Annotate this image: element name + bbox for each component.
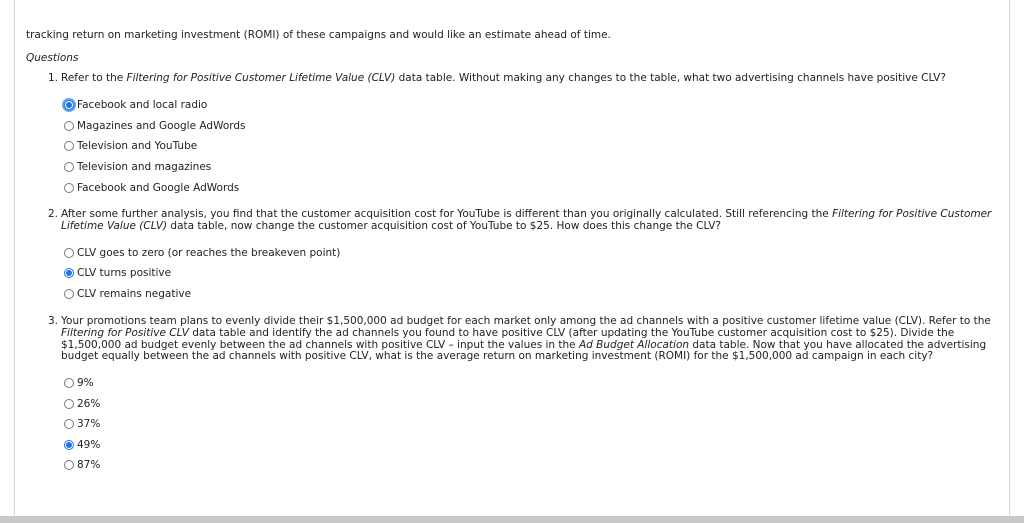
option-radio[interactable] bbox=[64, 119, 246, 133]
radio-icon[interactable] bbox=[64, 378, 74, 388]
option-radio[interactable] bbox=[64, 160, 211, 174]
radio-selected-icon[interactable] bbox=[64, 100, 74, 110]
option-label: Facebook and Google AdWords bbox=[77, 182, 240, 194]
option-label: CLV turns positive bbox=[77, 267, 172, 279]
option-label: 9% bbox=[77, 377, 94, 389]
radio-icon[interactable] bbox=[64, 419, 74, 429]
question-text: Refer to the Filtering for Positive Customer Lifetime Value (CLV) data table. Without making any changes to the table, what two advertising channels have positive CLV? bbox=[61, 72, 946, 84]
option-label: Television and YouTube bbox=[77, 140, 198, 152]
option-radio[interactable] bbox=[64, 181, 239, 195]
option-radio[interactable] bbox=[64, 397, 100, 411]
option-radio[interactable] bbox=[64, 287, 191, 301]
radio-icon[interactable] bbox=[64, 141, 74, 151]
option-radio[interactable] bbox=[64, 417, 100, 431]
option-radio[interactable] bbox=[64, 458, 100, 472]
question-number: 1. bbox=[48, 72, 59, 84]
option-radio[interactable] bbox=[64, 376, 94, 390]
option-label: CLV goes to zero (or reaches the breakeven point) bbox=[77, 247, 341, 259]
radio-selected-icon[interactable] bbox=[64, 268, 74, 278]
radio-selected-icon[interactable] bbox=[64, 440, 74, 450]
question-2 bbox=[48, 209, 996, 233]
option-label: Facebook and local radio bbox=[77, 99, 208, 111]
option-radio[interactable] bbox=[64, 139, 197, 153]
option-label: 26% bbox=[77, 398, 101, 410]
radio-icon[interactable] bbox=[64, 460, 74, 470]
option-radio[interactable] bbox=[64, 246, 340, 260]
question-text: After some further analysis, you find that the customer acquisition cost for YouTube is different than you originally calculated. Still referencing the Filtering for Positive Customer Lifetime Value (CLV) data table, now change the customer acquisition cost of YouTube to $25. How does this change the CLV? bbox=[61, 208, 992, 232]
question-1 bbox=[48, 73, 996, 85]
radio-icon[interactable] bbox=[64, 248, 74, 258]
option-label: Magazines and Google AdWords bbox=[77, 120, 246, 132]
radio-icon[interactable] bbox=[64, 162, 74, 172]
radio-icon[interactable] bbox=[64, 183, 74, 193]
question-3 bbox=[48, 316, 996, 363]
radio-icon[interactable] bbox=[64, 121, 74, 131]
option-label: CLV remains negative bbox=[77, 288, 192, 300]
option-label: 37% bbox=[77, 418, 101, 430]
intro-text: tracking return on marketing investment (ROMI) of these campaigns and would like an estimate ahead of time. bbox=[26, 29, 611, 41]
option-label: 49% bbox=[77, 439, 101, 451]
questions-heading: Questions bbox=[26, 52, 79, 64]
option-label: 87% bbox=[77, 459, 101, 471]
option-radio[interactable] bbox=[64, 438, 100, 452]
radio-icon[interactable] bbox=[64, 399, 74, 409]
question-number: 3. bbox=[48, 315, 59, 327]
option-radio[interactable] bbox=[64, 98, 207, 112]
question-text: Your promotions team plans to evenly divide their $1,500,000 ad budget for each market only among the ad channels with a positive customer lifetime value (CLV). Refer to the Filtering for Positive CLV data table and identify the ad channels you found to have positive CLV (after updating the YouTube customer acquisition cost to $25). Divide the $1,500,000 ad budget evenly between the ad channels with positive CLV – input the values in the Ad Budget Allocation data table. Now that you have allocated the advertising budget equally between the ad channels with positive CLV, what is the average return on marketing investment (ROMI) for the $1,500,000 ad campaign in each city? bbox=[61, 315, 991, 363]
option-radio[interactable] bbox=[64, 266, 171, 280]
option-label: Television and magazines bbox=[77, 161, 212, 173]
radio-icon[interactable] bbox=[64, 289, 74, 299]
question-number: 2. bbox=[48, 208, 59, 220]
bottom-scroll-area bbox=[0, 516, 1024, 523]
